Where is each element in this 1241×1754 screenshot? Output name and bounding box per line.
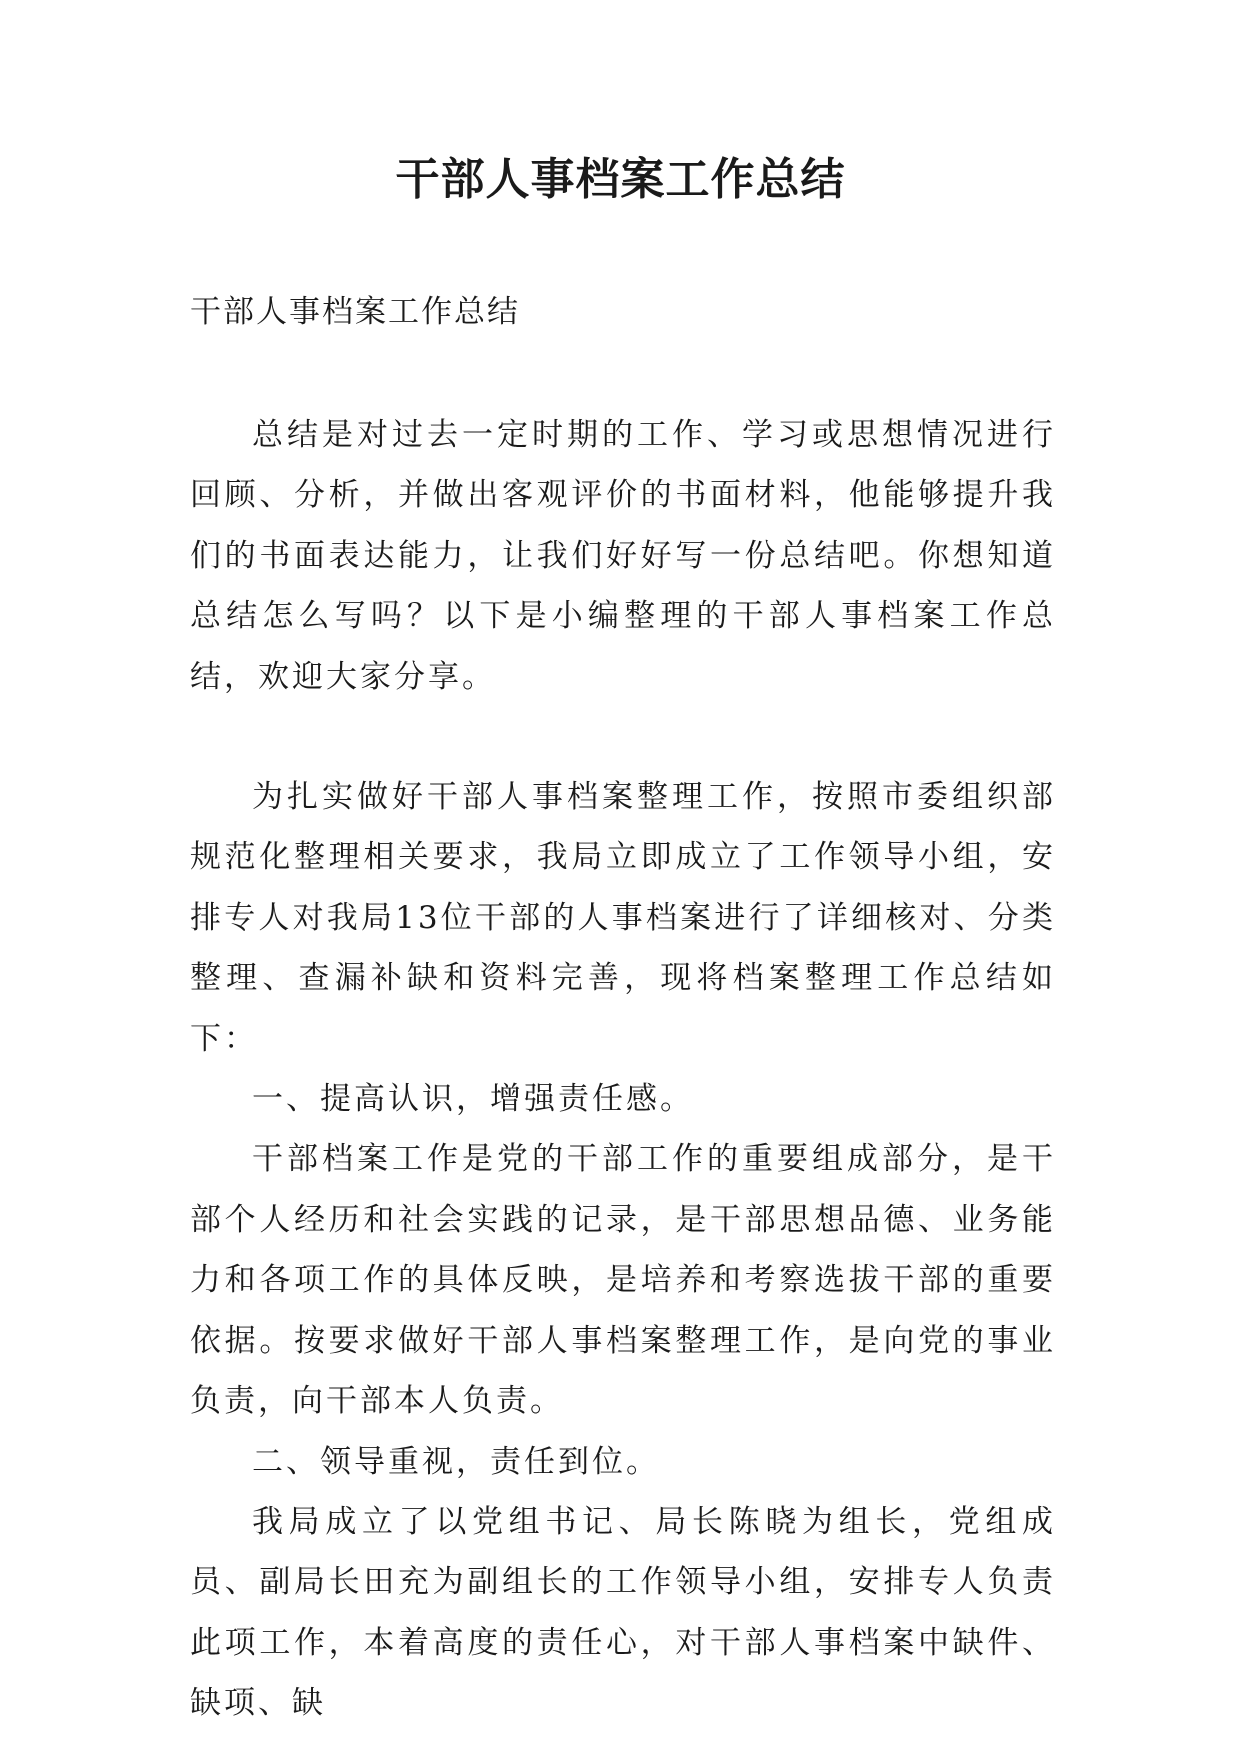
document-title: 干部人事档案工作总结 [395, 154, 846, 205]
section-heading-2: 二、领导重视，责任到位。 [252, 1443, 660, 1480]
paragraph-section-2: 我局成立了以党组书记、局长陈晓为组长，党组成员、副局长田充为副组长的工作领导小组，安排专人负责此项工作，本着高度的责任心，对干部人事档案中缺件、缺项、缺 [190, 1503, 1056, 1722]
section-heading-1: 一、提高认识，增强责任感。 [252, 1081, 694, 1118]
document-subtitle: 干部人事档案工作总结 [190, 294, 520, 330]
paragraph-section-1: 干部档案工作是党的干部工作的重要组成部分，是干部个人经历和社会实践的记录，是干部思想品德、业务能力和各项工作的具体反映，是培养和考察选拔干部的重要依据。按要求做好干部人事档案整理工作，是向党的事业负责，向干部本人负责。 [190, 1141, 1056, 1420]
document-body [190, 405, 1056, 1734]
paragraph-background: 为扎实做好干部人事档案整理工作，按照市委组织部规范化整理相关要求，我局立即成立了工作领导小组，安排专人对我局13位干部的人事档案进行了详细核对、分类整理、查漏补缺和资料完善，现将档案整理工作总结如下： [190, 779, 1056, 1057]
paragraph-intro: 总结是对过去一定时期的工作、学习或思想情况进行回顾、分析，并做出客观评价的书面材料，他能够提升我们的书面表达能力，让我们好好写一份总结吧。你想知道总结怎么写吗？以下是小编整理的干部人事档案工作总结，欢迎大家分享。 [190, 417, 1056, 695]
